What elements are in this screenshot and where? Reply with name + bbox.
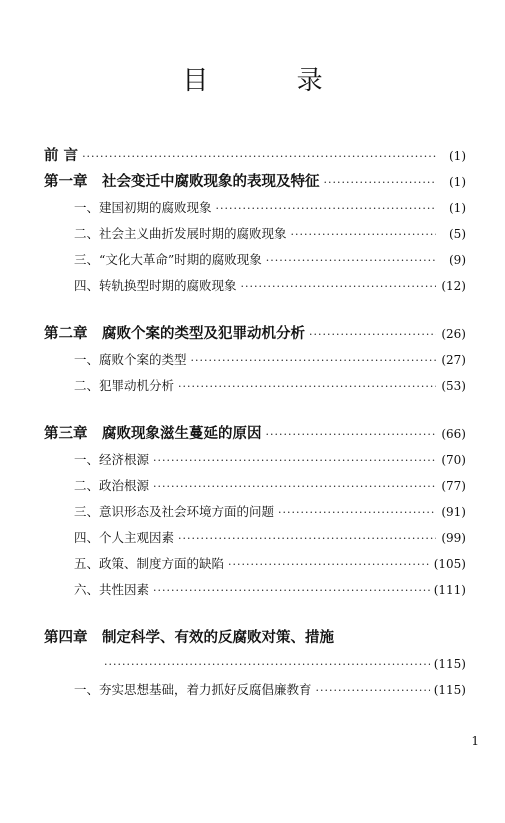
- section-title: 二、社会主义曲折发展时期的腐败现象: [74, 226, 287, 241]
- leader-dots: [278, 500, 436, 526]
- page-title: 目 录: [182, 66, 363, 96]
- chapter-title: 第四章 制定科学、有效的反腐败对策、措施: [44, 630, 334, 646]
- toc-section[interactable]: [44, 577, 466, 603]
- toc-section[interactable]: [44, 247, 466, 273]
- leader-dots: [191, 348, 436, 374]
- toc-section[interactable]: [44, 551, 466, 577]
- leader-dots: [153, 474, 436, 500]
- toc-page-number: (1): [449, 201, 466, 215]
- toc-section[interactable]: [44, 347, 466, 373]
- section-title: 四、转轨换型时期的腐败现象: [74, 278, 237, 293]
- toc-chapter-2[interactable]: [44, 321, 466, 347]
- leader-dots: [266, 248, 436, 274]
- toc-page-number: (99): [441, 531, 466, 545]
- toc-entry-preface[interactable]: [44, 143, 466, 169]
- leader-dots: [309, 322, 436, 348]
- toc-section[interactable]: [44, 525, 466, 551]
- leader-dots: [153, 448, 436, 474]
- section-title: 一、腐败个案的类型: [74, 352, 187, 367]
- section-title: 一、经济根源: [74, 452, 150, 467]
- toc-entry-label: 前 言: [44, 148, 79, 164]
- toc-page-number: (12): [441, 279, 466, 293]
- section-title: 二、犯罪动机分析: [74, 378, 175, 393]
- section-title: 二、政治根源: [74, 478, 150, 493]
- section-title: 一、建国初期的腐败现象: [74, 200, 212, 215]
- chapter-title: 第一章 社会变迁中腐败现象的表现及特征: [44, 174, 320, 190]
- chapter-title: 第三章 腐败现象滋生蔓延的原因: [44, 426, 262, 442]
- leader-dots: [228, 552, 430, 578]
- toc-section[interactable]: [44, 273, 466, 299]
- chapter-gap: [44, 399, 466, 421]
- leader-dots: [178, 526, 436, 552]
- toc-page-number: (53): [441, 379, 466, 393]
- leader-dots: [241, 274, 436, 300]
- toc-chapter-4[interactable]: [44, 625, 466, 651]
- toc-section[interactable]: [44, 373, 466, 399]
- leader-dots: [316, 678, 430, 704]
- leader-dots: [153, 578, 430, 604]
- section-title: 五、政策、制度方面的缺陷: [74, 556, 225, 571]
- toc-page-number: (111): [433, 583, 466, 597]
- toc-page-number: (26): [441, 327, 466, 341]
- leader-dots: [104, 652, 430, 678]
- toc-chapter-3[interactable]: [44, 421, 466, 447]
- chapter-gap: [44, 299, 466, 321]
- toc-page-number: (91): [441, 505, 466, 519]
- leader-dots: [178, 374, 436, 400]
- section-title: 三、意识形态及社会环境方面的问题: [74, 504, 275, 519]
- toc-section[interactable]: [44, 499, 466, 525]
- chapter-gap: [44, 603, 466, 625]
- toc-section[interactable]: [44, 677, 466, 703]
- toc-page-number: (1): [449, 175, 466, 189]
- toc-page-number: (1): [449, 149, 466, 163]
- toc-section[interactable]: [44, 473, 466, 499]
- toc-page-number: (27): [441, 353, 466, 367]
- table-of-contents: [44, 143, 466, 703]
- page-number: 1: [471, 734, 479, 748]
- section-title: 四、个人主观因素: [74, 530, 175, 545]
- section-title: 三、“文化大革命”时期的腐败现象: [74, 252, 262, 267]
- leader-dots: [324, 170, 437, 196]
- toc-section[interactable]: [44, 447, 466, 473]
- toc-section[interactable]: [44, 221, 466, 247]
- chapter-title: 第二章 腐败个案的类型及犯罪动机分析: [44, 326, 305, 342]
- leader-dots: [216, 196, 436, 222]
- toc-page-number: (115): [433, 683, 466, 697]
- leader-dots: [82, 144, 436, 170]
- toc-chapter-1[interactable]: [44, 169, 466, 195]
- toc-page-number: (77): [441, 479, 466, 493]
- section-title: 一、夯实思想基础，着力抓好反腐倡廉教育: [74, 682, 312, 697]
- leader-dots: [266, 422, 437, 448]
- toc-page-number: (9): [449, 253, 466, 267]
- toc-page-number: (115): [433, 657, 466, 671]
- toc-page-number: (66): [441, 427, 466, 441]
- toc-page-number: (5): [449, 227, 466, 241]
- toc-section[interactable]: [44, 195, 466, 221]
- toc-page-number: (105): [433, 557, 466, 571]
- leader-dots: [291, 222, 436, 248]
- toc-chapter-4-leader[interactable]: [44, 651, 466, 677]
- section-title: 六、共性因素: [74, 582, 150, 597]
- toc-page-number: (70): [441, 453, 466, 467]
